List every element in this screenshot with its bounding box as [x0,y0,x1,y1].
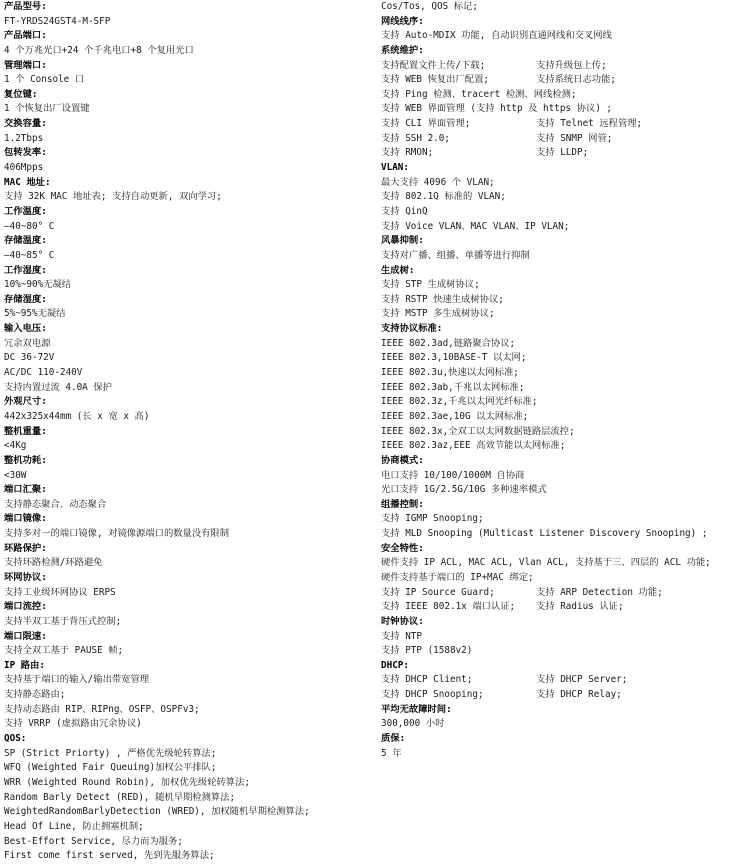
spec-value: 支持 MSTP 多生成树协议; [381,308,495,320]
spec-heading: 系统维护: [381,44,424,56]
spec-value: 支持 802.1Q 标准的 VLAN; [381,191,506,203]
spec-value-part: 支持 DHCP Snooping; [381,689,484,701]
spec-value: 支持工业级环网协议 ERPS [4,586,116,598]
spec-value: IEEE 802.3u,快速以太网标准; [381,367,519,379]
spec-value-part: 支持 Radius 认证; [536,601,624,613]
spec-heading: 质保: [381,733,406,745]
spec-value-part: 支持 WEB 恢复出厂配置; [381,74,489,86]
spec-value: 5 年 [381,747,402,759]
spec-heading: VLAN: [381,162,409,174]
spec-value: 支持 NTP [381,630,422,642]
spec-value-part: 支持系统日志功能; [536,74,616,86]
spec-value: Best-Effort Service, 尽力而为服务; [4,835,183,847]
spec-value: 支持对广播、组播、单播等进行抑制 [381,249,530,261]
spec-value: WFQ (Weighted Fair Queuing)加权公平排队; [4,762,217,774]
spec-heading: 协商模式: [381,454,424,466]
spec-column-right [381,0,727,761]
spec-value: 支持环路检测/环路避免 [4,557,103,569]
spec-value [381,73,727,88]
spec-column-left [4,0,374,864]
spec-value: 支持 IGMP Snooping; [381,513,484,525]
spec-heading: 工作温度: [4,205,47,217]
spec-value: 光口支持 1G/2.5G/10G 多种速率模式 [381,484,547,496]
spec-value-part: 支持 DHCP Server; [536,674,628,686]
spec-value: IEEE 802.3ad,链路聚合协议; [381,337,516,349]
spec-value-part: 支持 Telnet 远程管理; [536,118,643,130]
spec-value: 1 个恢复出厂设置键 [4,103,90,115]
spec-value-part: 支持 SSH 2.0; [381,132,450,144]
spec-value: 支持全双工基于 PAUSE 帧; [4,645,124,657]
spec-heading: QOS: [4,733,27,745]
spec-value: IEEE 802.3ae,10G 以太网标准; [381,410,529,422]
spec-value [381,586,727,601]
spec-value: 支持 32K MAC 地址表; 支持自动更新, 双向学习; [4,191,222,203]
spec-value: <4Kg [4,440,27,452]
spec-value [381,132,727,147]
spec-value: 10%~90%无凝结 [4,279,72,291]
spec-value: 支持半双工基于背压式控制; [4,615,122,627]
spec-value: IEEE 802.3ab,千兆以太网标准; [381,381,525,393]
spec-heading: 生成树: [381,264,415,276]
spec-value: AC/DC 110-240V [4,367,83,379]
spec-value: 442x325x44mm (长 x 宽 x 高) [4,410,150,422]
spec-heading: 网线线序: [381,15,424,27]
spec-value: 支持 VRRP (虚拟路由冗余协议) [4,718,142,730]
spec-value: 支持 PTP (1588v2) [381,645,473,657]
spec-value: IEEE 802.3az,EEE 高效节能以太网标准; [381,440,566,452]
spec-value: Random Barly Detect (RED), 随机早期检测算法; [4,791,236,803]
spec-value: 冗余双电源 [4,337,51,349]
spec-heading: 交换容量: [4,118,47,130]
spec-value [381,673,727,688]
spec-value: 支持 QinQ [381,205,428,217]
spec-value: WRR (Weighted Round Robin), 加权优先级轮转算法; [4,776,250,788]
spec-heading: 管理端口: [4,59,47,71]
spec-value: 支持动态路由 RIP、RIPng、OSFP、OSPFv3; [4,703,200,715]
spec-value-part: 支持配置文件上传/下载; [381,59,486,71]
spec-heading: 环路保护: [4,542,47,554]
spec-value-part: 支持 DHCP Client; [381,674,473,686]
spec-value: 支持 MLD Snooping (Multicast Listener Discovery Snooping) ; [381,528,708,540]
spec-value-part: 支持 SNMP 网管; [536,132,613,144]
spec-heading: 工作湿度: [4,264,47,276]
spec-heading: 存储温度: [4,235,47,247]
spec-value: 支持内置过流 4.0A 保护 [4,381,112,393]
spec-value-part: 支持 CLI 界面管理; [381,118,471,130]
spec-heading: 组播控制: [381,498,424,510]
spec-value [381,146,727,161]
spec-heading: DHCP: [381,659,409,671]
spec-heading: 环网协议: [4,571,47,583]
spec-value: 1 个 Console 口 [4,74,85,86]
spec-heading: 整机重量: [4,425,47,437]
spec-value: 最大支持 4096 个 VLAN; [381,176,495,188]
spec-value: —40~80° C [4,220,55,232]
spec-value [381,688,727,703]
spec-value: 4 个万兆光口+24 个千兆电口+8 个复用光口 [4,44,194,56]
spec-heading: 外观尺寸: [4,396,47,408]
spec-value: 1.2Tbps [4,132,44,144]
spec-value: 支持 Auto-MDIX 功能, 自动识别直通网线和交叉网线 [381,30,612,42]
spec-value-part: 支持 RMON; [381,147,434,159]
spec-value: First come first served, 先到先服务算法; [4,850,215,862]
spec-value: 支持 STP 生成树协议; [381,279,480,291]
spec-value-part: 支持 IP Source Guard; [381,586,495,598]
spec-heading: 端口限速: [4,630,47,642]
spec-heading: 存储湿度: [4,293,47,305]
spec-heading: 端口汇聚: [4,484,47,496]
spec-value: 支持 WEB 界面管理 (支持 http 及 https 协议) ; [381,103,613,115]
spec-heading: 包转发率: [4,147,47,159]
spec-value: WeightedRandomBarlyDetection (WRED), 加权随机早期检测算法; [4,806,310,818]
spec-value-part: 支持 ARP Detection 功能; [536,586,663,598]
spec-heading: 时钟协议: [381,615,424,627]
spec-value: IEEE 802.3,10BASE-T 以太网; [381,352,527,364]
spec-value: 支持基于端口的输入/输出带宽管理 [4,674,150,686]
spec-value: 300,000 小时 [381,718,445,730]
spec-value: 5%~95%无凝结 [4,308,66,320]
spec-value: 支持 RSTP 快速生成树协议; [381,293,504,305]
spec-heading: 整机功耗: [4,454,47,466]
spec-heading: 产品端口: [4,30,47,42]
spec-value [381,600,727,615]
spec-heading: 端口镜像: [4,513,47,525]
spec-heading: 复位键: [4,88,38,100]
spec-value: Head Of Line, 防止拥塞机制; [4,820,144,832]
spec-heading: 输入电压: [4,323,47,335]
spec-heading: IP 路由: [4,659,45,671]
spec-value: 支持 Voice VLAN、MAC VLAN、IP VLAN; [381,220,570,232]
spec-value: IEEE 802.3x,全双工以太网数据链路层流控; [381,425,575,437]
spec-value [381,117,727,132]
spec-value: 支持静态聚合、动态聚合 [4,498,107,510]
spec-value-part: 支持 IEEE 802.1x 端口认证; [381,601,516,613]
spec-value: DC 36-72V [4,352,55,364]
spec-value-part: 支持 DHCP Relay; [536,689,622,701]
spec-value: 硬件支持基于端口的 IP+MAC 绑定; [381,571,534,583]
spec-value-part: 支持 LLDP; [536,147,589,159]
spec-value: 406Mpps [4,162,44,174]
spec-value: 支持 Ping 检测、tracert 检测、网线检测; [381,88,577,100]
spec-value-part: 支持升级包上传; [536,59,607,71]
spec-heading: MAC 地址: [4,176,51,188]
spec-value: 电口支持 10/100/1000M 自协商 [381,469,525,481]
spec-heading: 安全特性: [381,542,424,554]
spec-value: 硬件支持 IP ACL, MAC ACL, Vlan ACL, 支持基于三、四层的 ACL 功能; [381,557,711,569]
spec-value [381,59,727,74]
spec-value: 支持静态路由; [4,689,66,701]
spec-value: <30W [4,469,27,481]
spec-value: IEEE 802.3z,千兆以太网光纤标准; [381,396,538,408]
spec-value: SP (Strict Priorty) , 严格优先级轮转算法; [4,747,217,759]
spec-value: —40~85° C [4,249,55,261]
spec-heading: 产品型号: [4,1,47,12]
spec-heading: 支持协议标准: [381,323,443,335]
spec-value: Cos/Tos, QOS 标记; [381,1,478,12]
spec-heading: 风暴抑制: [381,235,424,247]
spec-heading: 端口流控: [4,601,47,613]
spec-heading: 平均无故障时间: [381,703,452,715]
spec-value: 支持多对一的端口镜像, 对镜像源端口的数量没有限制 [4,528,230,540]
spec-value: FT-YRDS24GST4-M-SFP [4,15,111,27]
